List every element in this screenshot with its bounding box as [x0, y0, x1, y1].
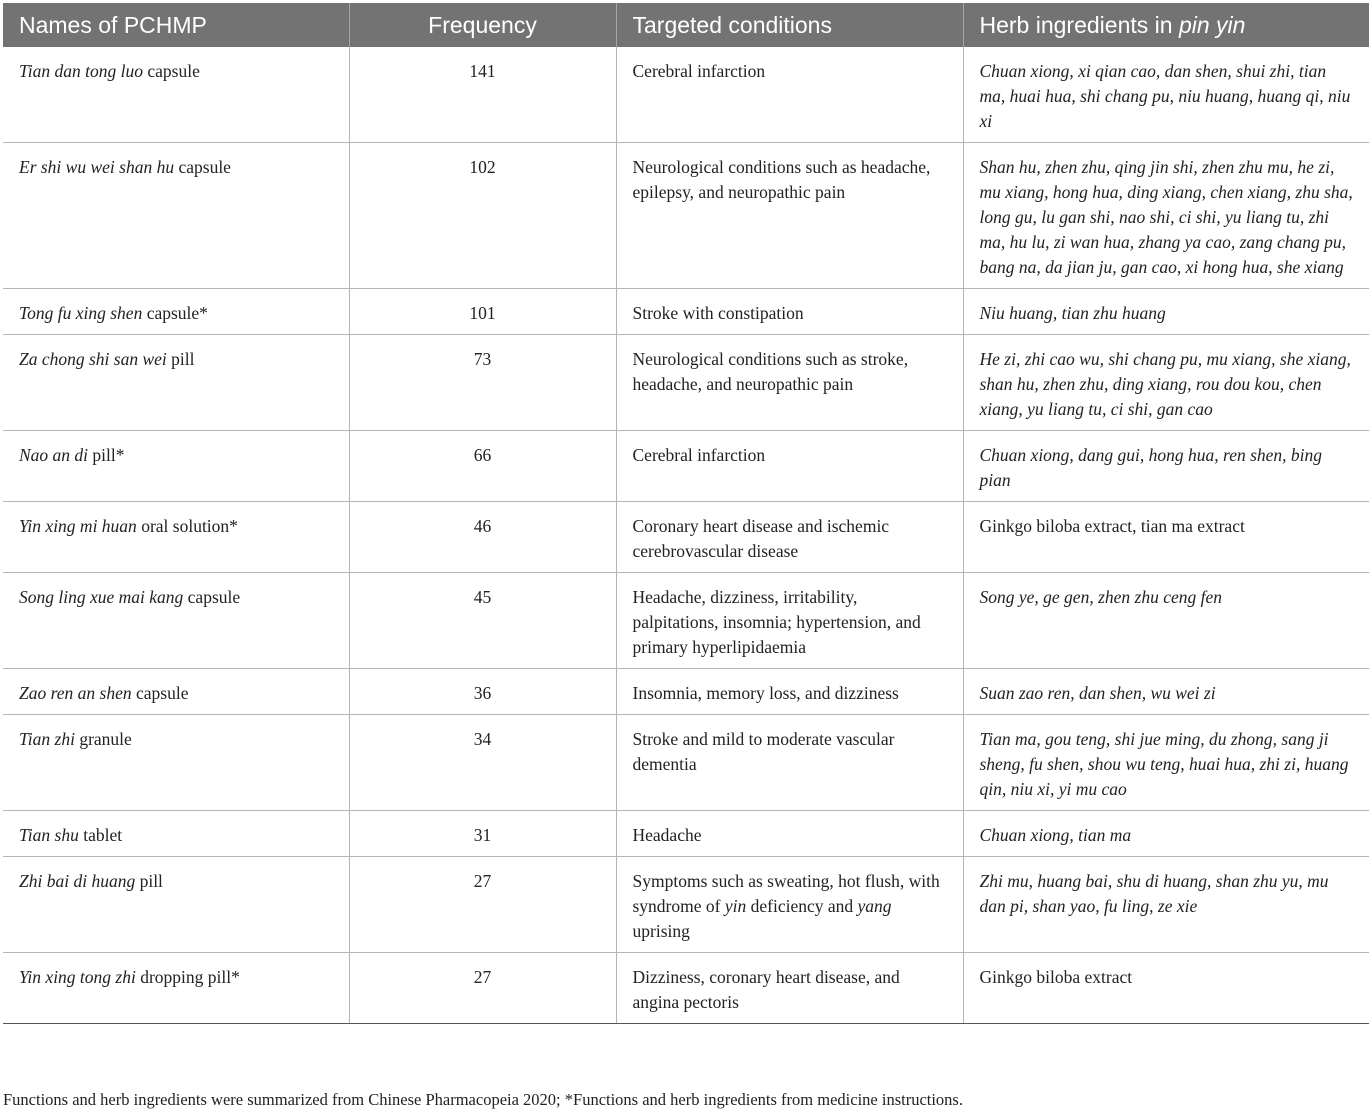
pchmp-name-form: tablet	[78, 825, 123, 845]
table-row	[3, 857, 1369, 953]
pchmp-name-form: capsule	[131, 683, 189, 703]
header-row	[3, 3, 1369, 47]
cell-pchmp-name	[3, 715, 349, 811]
table-row	[3, 289, 1369, 335]
cell-targeted-conditions	[616, 953, 963, 1024]
pchmp-name-pinyin: Tian dan tong luo	[19, 61, 143, 81]
pchmp-table-container	[3, 3, 1369, 1024]
cell-targeted-conditions	[616, 335, 963, 431]
cell-herb-ingredients: Chuan xiong, dang gui, hong hua, ren shen, bing pian	[963, 431, 1369, 502]
header-herbs-text: Herb ingredients in	[979, 11, 1179, 38]
cell-pchmp-name	[3, 143, 349, 289]
table-row	[3, 502, 1369, 573]
header-names: Names of PCHMP	[3, 3, 349, 47]
cell-frequency: 101	[349, 289, 616, 335]
pchmp-name-form: capsule	[174, 157, 231, 177]
pchmp-name-form: dropping pill*	[135, 967, 240, 987]
cell-herb-ingredients: Tian ma, gou teng, shi jue ming, du zhong, sang ji sheng, fu shen, shou wu teng, huai hua, zhi zi, huang qin, niu xi, yi mu cao	[963, 715, 1369, 811]
pchmp-name-pinyin: Er shi wu wei shan hu	[19, 157, 175, 177]
pchmp-name-form: pill	[166, 349, 195, 369]
cell-frequency: 27	[349, 953, 616, 1024]
table-row	[3, 669, 1369, 715]
table-footnote	[3, 1090, 963, 1110]
condition-text: Stroke and mild to moderate vascular dementia	[632, 729, 895, 774]
cell-targeted-conditions	[616, 857, 963, 953]
footnote-part1: Functions and herb ingredients were summarized from Chinese Pharmacopeia 2020;	[3, 1090, 565, 1109]
cell-frequency: 36	[349, 669, 616, 715]
cell-herb-ingredients: Shan hu, zhen zhu, qing jin shi, zhen zhu mu, he zi, mu xiang, hong hua, ding xiang, chen xiang, zhu sha, long gu, lu gan shi, nao shi, ci shi, yu liang tu, zhi ma, hu lu, zi wan hua, zhang ya cao, zang chang pu, bang na, da jian ju, gan cao, xi hong hua, she xiang	[963, 143, 1369, 289]
header-conditions: Targeted conditions	[616, 3, 963, 47]
pchmp-name-pinyin: Song ling xue mai kang	[19, 587, 184, 607]
condition-text: Neurological conditions such as stroke, headache, and neuropathic pain	[632, 349, 909, 394]
table-row	[3, 811, 1369, 857]
pchmp-name-pinyin: Nao an di	[19, 445, 89, 465]
table-row	[3, 573, 1369, 669]
pchmp-name-pinyin: Zao ren an shen	[19, 683, 132, 703]
cell-frequency: 66	[349, 431, 616, 502]
cell-targeted-conditions	[616, 502, 963, 573]
pchmp-name-form: capsule	[142, 61, 200, 81]
pchmp-name-form: oral solution*	[136, 516, 238, 536]
condition-text: Symptoms such as sweating, hot flush, with syndrome of	[632, 871, 940, 916]
table-row	[3, 431, 1369, 502]
pchmp-name-pinyin: Tong fu xing shen	[19, 303, 143, 323]
cell-pchmp-name	[3, 335, 349, 431]
cell-targeted-conditions	[616, 573, 963, 669]
pchmp-name-form: granule	[74, 729, 132, 749]
pchmp-name-form: capsule	[183, 587, 241, 607]
pchmp-name-pinyin: Yin xing tong zhi	[19, 967, 136, 987]
cell-pchmp-name	[3, 811, 349, 857]
condition-text: deficiency and	[746, 896, 858, 916]
pchmp-name-form: pill*	[88, 445, 125, 465]
pchmp-name-pinyin: Yin xing mi huan	[19, 516, 137, 536]
cell-targeted-conditions	[616, 715, 963, 811]
cell-frequency: 141	[349, 47, 616, 143]
cell-frequency: 45	[349, 573, 616, 669]
table-row	[3, 335, 1369, 431]
cell-frequency: 31	[349, 811, 616, 857]
cell-pchmp-name	[3, 289, 349, 335]
table-row	[3, 143, 1369, 289]
cell-herb-ingredients: Suan zao ren, dan shen, wu wei zi	[963, 669, 1369, 715]
cell-pchmp-name	[3, 502, 349, 573]
pchmp-name-pinyin: Za chong shi san wei	[19, 349, 167, 369]
footnote-part2: Functions and herb ingredients from medicine instructions.	[573, 1090, 963, 1109]
pchmp-name-pinyin: Tian zhi	[19, 729, 75, 749]
cell-herb-ingredients: Chuan xiong, xi qian cao, dan shen, shui zhi, tian ma, huai hua, shi chang pu, niu huang, huang qi, niu xi	[963, 47, 1369, 143]
condition-text: Cerebral infarction	[632, 61, 766, 81]
pchmp-name-pinyin: Zhi bai di huang	[19, 871, 136, 891]
cell-pchmp-name	[3, 857, 349, 953]
cell-targeted-conditions	[616, 431, 963, 502]
table-header	[3, 3, 1369, 47]
condition-text: Headache, dizziness, irritability, palpitations, insomnia; hypertension, and primary hyperlipidaemia	[632, 587, 921, 657]
cell-herb-ingredients: Ginkgo biloba extract	[963, 953, 1369, 1024]
cell-herb-ingredients: Zhi mu, huang bai, shu di huang, shan zhu yu, mu dan pi, shan yao, fu ling, ze xie	[963, 857, 1369, 953]
condition-text: Cerebral infarction	[632, 445, 766, 465]
header-herbs	[963, 3, 1369, 47]
cell-frequency: 27	[349, 857, 616, 953]
cell-frequency: 46	[349, 502, 616, 573]
cell-herb-ingredients: Chuan xiong, tian ma	[963, 811, 1369, 857]
cell-targeted-conditions	[616, 289, 963, 335]
cell-targeted-conditions	[616, 47, 963, 143]
table-body	[3, 47, 1369, 1024]
condition-text: Dizziness, coronary heart disease, and angina pectoris	[632, 967, 900, 1012]
cell-frequency: 102	[349, 143, 616, 289]
condition-text: Stroke with constipation	[632, 303, 804, 323]
pchmp-name-pinyin: Tian shu	[19, 825, 79, 845]
pchmp-name-form: capsule*	[142, 303, 208, 323]
pchmp-table	[3, 3, 1369, 1024]
condition-text: yin	[724, 896, 747, 916]
table-row	[3, 953, 1369, 1024]
cell-pchmp-name	[3, 431, 349, 502]
condition-text: Coronary heart disease and ischemic cerebrovascular disease	[632, 516, 890, 561]
cell-pchmp-name	[3, 953, 349, 1024]
header-herbs-pinyin: pin yin	[1178, 11, 1246, 38]
cell-frequency: 73	[349, 335, 616, 431]
cell-pchmp-name	[3, 669, 349, 715]
cell-targeted-conditions	[616, 143, 963, 289]
condition-text: Neurological conditions such as headache, epilepsy, and neuropathic pain	[632, 157, 931, 202]
cell-herb-ingredients: Niu huang, tian zhu huang	[963, 289, 1369, 335]
condition-text: Insomnia, memory loss, and dizziness	[632, 683, 899, 703]
condition-text: Headache	[632, 825, 702, 845]
cell-frequency: 34	[349, 715, 616, 811]
header-frequency: Frequency	[349, 3, 616, 47]
cell-herb-ingredients: Song ye, ge gen, zhen zhu ceng fen	[963, 573, 1369, 669]
cell-pchmp-name	[3, 47, 349, 143]
footnote-star: *	[564, 1090, 574, 1109]
condition-text: uprising	[632, 921, 690, 941]
condition-text: yang	[857, 896, 892, 916]
cell-herb-ingredients: He zi, zhi cao wu, shi chang pu, mu xiang, she xiang, shan hu, zhen zhu, ding xiang, rou dou kou, chen xiang, yu liang tu, ci shi, gan cao	[963, 335, 1369, 431]
cell-targeted-conditions	[616, 811, 963, 857]
pchmp-name-form: pill	[135, 871, 163, 891]
table-row	[3, 715, 1369, 811]
cell-herb-ingredients: Ginkgo biloba extract, tian ma extract	[963, 502, 1369, 573]
cell-pchmp-name	[3, 573, 349, 669]
table-row	[3, 47, 1369, 143]
cell-targeted-conditions	[616, 669, 963, 715]
